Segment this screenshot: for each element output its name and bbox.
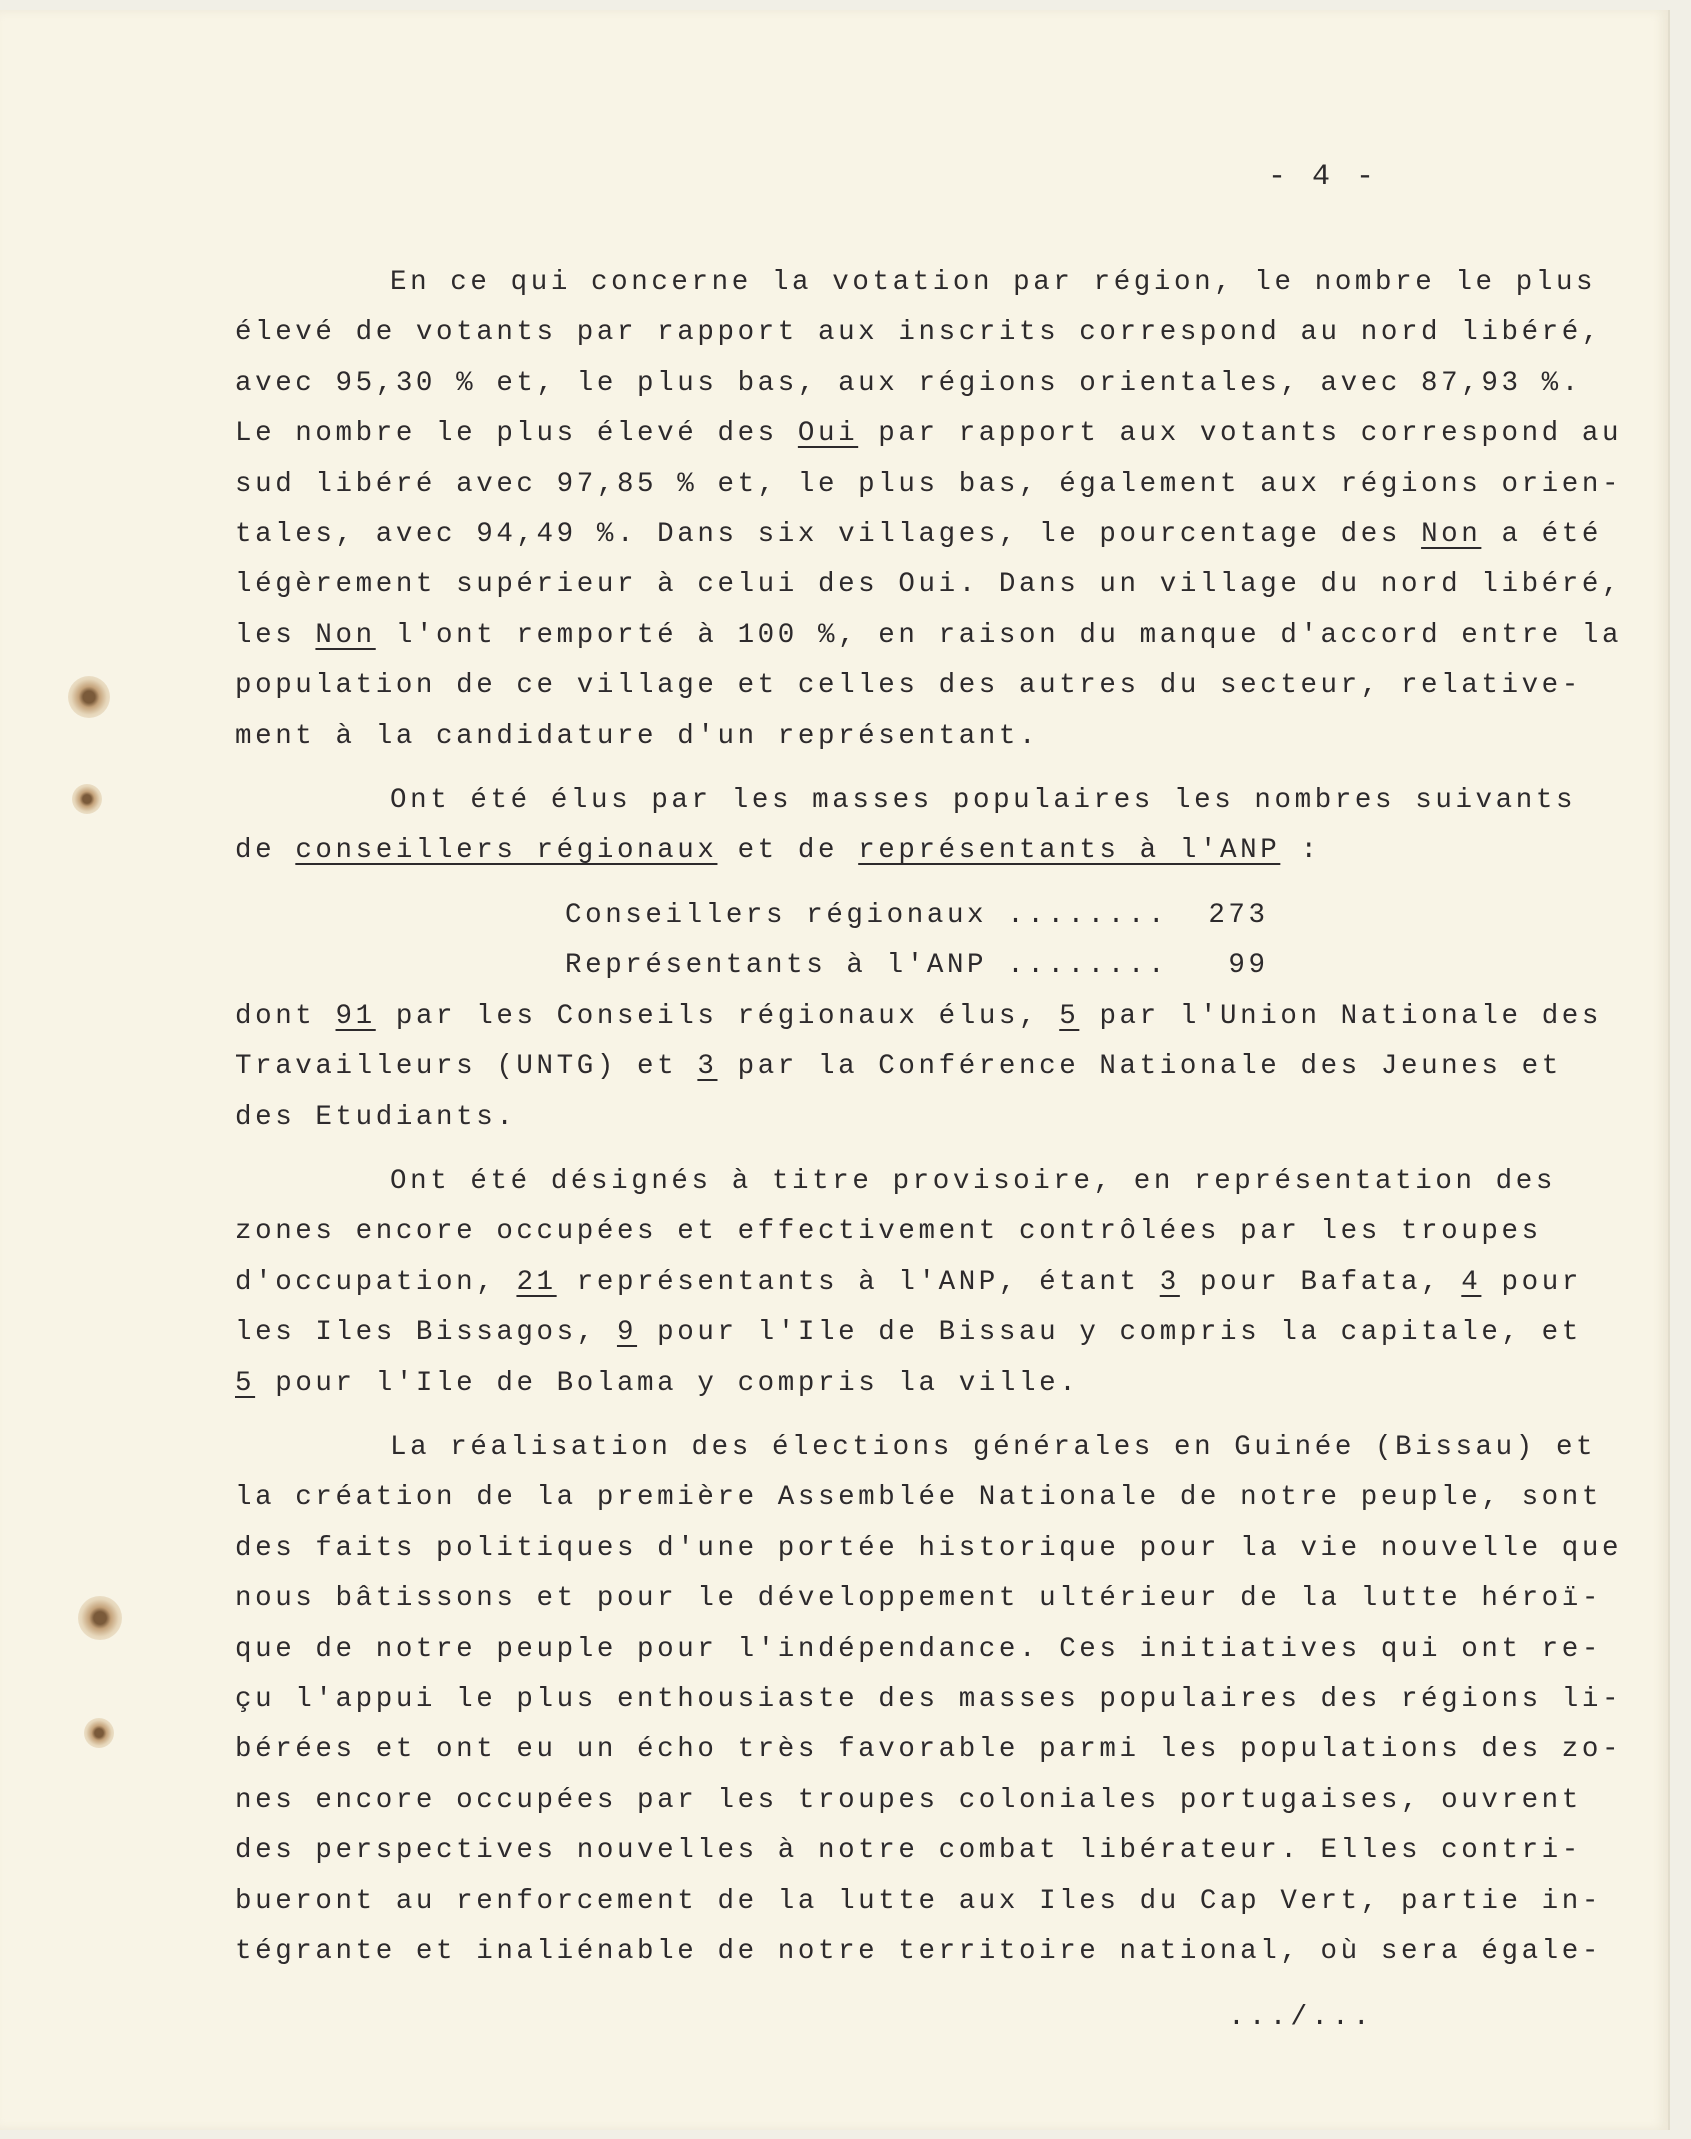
page-number: - 4 - xyxy=(1268,160,1379,194)
text-line: de conseillers régionaux et de représentants à l'ANP : xyxy=(235,835,1321,867)
underlined-word: 91 xyxy=(335,1000,376,1032)
punch-hole xyxy=(68,676,110,718)
paragraph-vote-results xyxy=(235,258,1623,762)
text-line: tégrante et inaliénable de notre territoire national, où sera égale- xyxy=(235,1936,1602,1967)
text-line: légèrement supérieur à celui des Oui. Dans un village du nord libéré, xyxy=(235,569,1623,601)
underlined-word: 3 xyxy=(1159,1266,1180,1298)
underlined-word: 21 xyxy=(516,1266,557,1298)
document-page xyxy=(0,10,1670,2130)
text-line: Ont été élus par les masses populaires les nombres suivants xyxy=(390,785,1577,817)
text-line: sud libéré avec 97,85 % et, le plus bas, également aux régions orien- xyxy=(235,468,1623,500)
text-line: les Iles Bissagos, 9 pour l'Ile de Bissau y compris la capitale, et xyxy=(235,1317,1582,1349)
paragraph-designated xyxy=(235,1157,1595,1409)
text-line: des perspectives nouvelles à notre combat libérateur. Elles contri- xyxy=(235,1835,1582,1867)
elected-counts-table xyxy=(235,891,1595,992)
text-line: bueront au renforcement de la lutte aux Iles du Cap Vert, partie in- xyxy=(235,1885,1602,1917)
text-line: La réalisation des élections générales en Guinée (Bissau) et xyxy=(390,1431,1597,1463)
body-text xyxy=(235,258,1623,1977)
underlined-word: Non xyxy=(315,619,376,651)
text-line: dont 91 par les Conseils régionaux élus, 5 par l'Union Nationale des xyxy=(235,1000,1603,1032)
text-line: çu l'appui le plus enthousiaste des masses populaires des régions li- xyxy=(235,1683,1623,1715)
text-line: Travailleurs (UNTG) et 3 par la Conférence Nationale des Jeunes et xyxy=(235,1051,1562,1083)
text-line: population de ce village et celles des autres du secteur, relative- xyxy=(235,670,1582,702)
continuation-mark: .../... xyxy=(1228,2002,1374,2033)
text-line: que de notre peuple pour l'indépendance. Ces initiatives qui ont re- xyxy=(235,1633,1602,1665)
text-line: ment à la candidature d'un représentant. xyxy=(235,720,1040,752)
text-line: bérées et ont eu un écho très favorable parmi les populations des zo- xyxy=(235,1734,1623,1766)
punch-hole xyxy=(78,1596,122,1640)
punch-hole xyxy=(84,1718,114,1748)
table-row: Conseillers régionaux ........ 273 xyxy=(565,899,1269,931)
text-line: des Etudiants. xyxy=(235,1101,517,1133)
underlined-word: représentants à l'ANP xyxy=(858,835,1281,867)
text-line: nes encore occupées par les troupes coloniales portugaises, ouvrent xyxy=(235,1784,1582,1816)
paragraph-historic-significance xyxy=(235,1423,1623,1977)
text-line: 5 pour l'Ile de Bolama y compris la ville. xyxy=(235,1367,1080,1399)
underlined-word: conseillers régionaux xyxy=(295,835,718,867)
text-line: nous bâtissons et pour le développement ultérieur de la lutte héroï- xyxy=(235,1583,1602,1615)
paragraph-elected xyxy=(235,776,1595,877)
underlined-word: 4 xyxy=(1461,1266,1482,1298)
text-line: élevé de votants par rapport aux inscrits correspond au nord libéré, xyxy=(235,317,1602,349)
underlined-word: 5 xyxy=(1059,1000,1080,1032)
text-line: Ont été désignés à titre provisoire, en représentation des xyxy=(390,1165,1556,1197)
underlined-word: Oui xyxy=(797,418,859,450)
text-line: Le nombre le plus élevé des Oui par rapport aux votants correspond au xyxy=(235,418,1623,450)
underlined-word: Non xyxy=(1421,519,1482,551)
punch-hole xyxy=(72,784,102,814)
text-line: zones encore occupées et effectivement contrôlées par les troupes xyxy=(235,1216,1542,1248)
paragraph-anp-breakdown xyxy=(235,992,1603,1143)
table-row: Représentants à l'ANP ........ 99 xyxy=(565,950,1269,982)
text-line: la création de la première Assemblée Nationale de notre peuple, sont xyxy=(235,1482,1602,1514)
underlined-word: 9 xyxy=(616,1317,638,1349)
underlined-word: 3 xyxy=(697,1051,718,1083)
text-line: les Non l'ont remporté à 100 %, en raison du manque d'accord entre la xyxy=(235,619,1623,651)
text-line: tales, avec 94,49 %. Dans six villages, le pourcentage des Non a été xyxy=(235,519,1602,551)
text-line: d'occupation, 21 représentants à l'ANP, étant 3 pour Bafata, 4 pour xyxy=(235,1266,1582,1298)
text-line: des faits politiques d'une portée historique pour la vie nouvelle que xyxy=(235,1532,1623,1564)
underlined-word: 5 xyxy=(235,1367,256,1399)
text-line: avec 95,30 % et, le plus bas, aux régions orientales, avec 87,93 %. xyxy=(235,367,1582,399)
text-line: En ce qui concerne la votation par région, le nombre le plus xyxy=(390,267,1597,298)
